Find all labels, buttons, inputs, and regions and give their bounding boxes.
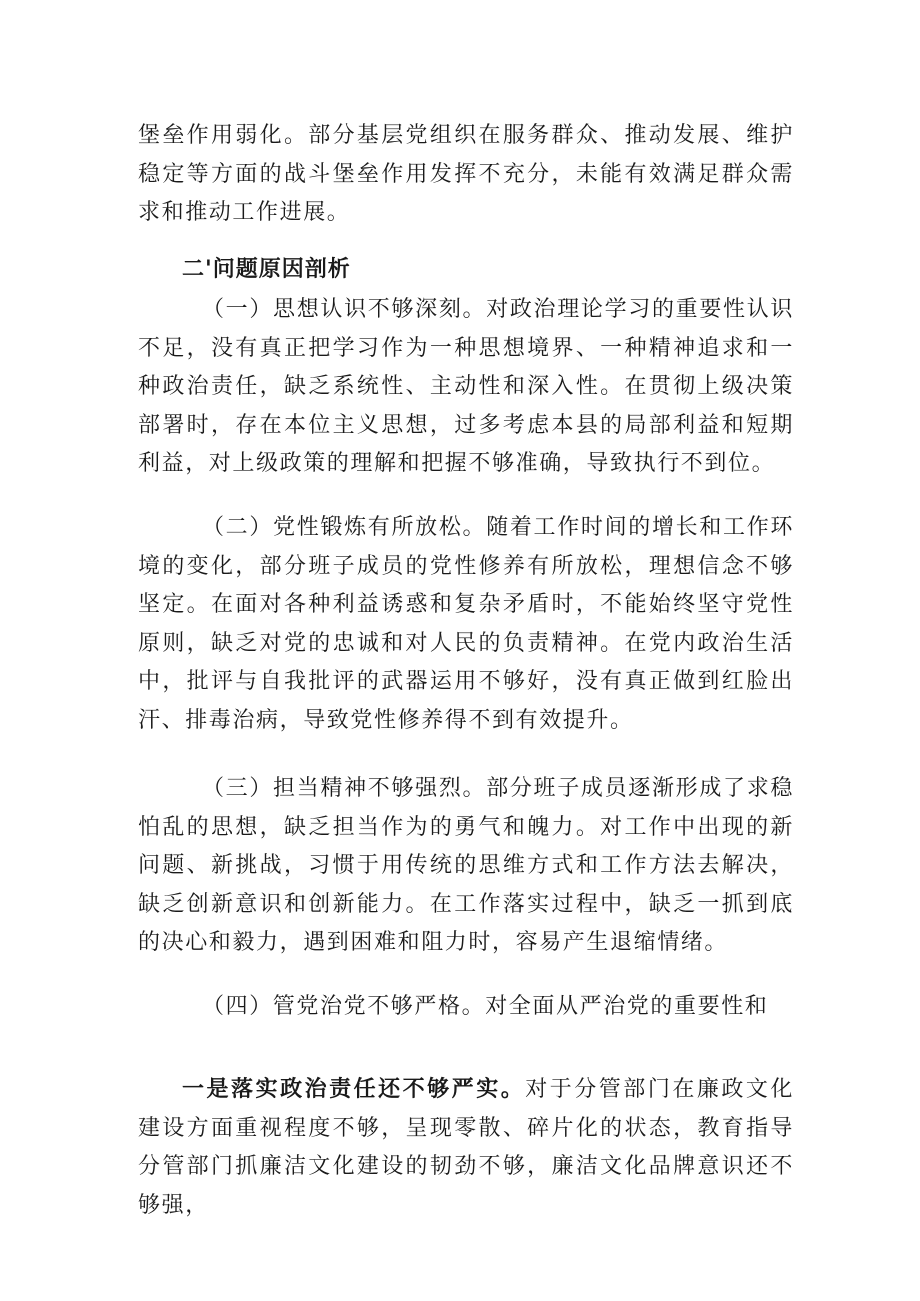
section-heading-cause-analysis: 二'问题原因剖析 [182,257,351,282]
paragraph-body: 对于分管部门在廉政文化建设方面重视程度不够，呈现零散、碎片化的状态，教育指导分管部门抓廉洁文化建设的韧劲不够，廉洁文化品牌意识还不够强， [138,1077,794,1218]
paragraph-party-governance: （四）管党治党不够严格。对全面从严治党的重要性和 [202,994,769,1019]
paragraph-thought-awareness: （一）思想认识不够深刻。对政治理论学习的重要性认识不足，没有真正把学习作为一种思想境界、一种精神追求和一种政治责任，缺乏系统性、主动性和深入性。在贯彻上级决策部署时，存在本位主义思想，过多考虑本县的局部利益和短期利益，对上级政策的理解和把握不够准确，导致执行不到位。 [138,297,794,477]
paragraph-party-spirit: （二）党性锻炼有所放松。随着工作时间的增长和工作环境的变化，部分班子成员的党性修养有所放松，理想信念不够坚定。在面对各种利益诱惑和复杂矛盾时，不能始终坚守党性原则，缺乏对党的忠诚和对人民的负责精神。在党内政治生活中，批评与自我批评的武器运用不够好，没有真正做到红脸出汗、排毒治病，导致党性修养得不到有效提升。 [138,515,794,733]
paragraph-responsibility: （三）担当精神不够强烈。部分班子成员逐渐形成了求稳怕乱的思想，缺乏担当作为的勇气和魄力。对工作中出现的新问题、新挑战，习惯于用传统的思维方式和工作方法去解决，缺乏创新意识和创新能力。在工作落实过程中，缺乏一抓到底的决心和毅力，遇到困难和阻力时，容易产生退缩情绪。 [138,776,794,956]
paragraph-fortress-weakened: 堡垒作用弱化。部分基层党组织在服务群众、推动发展、维护稳定等方面的战斗堡垒作用发挥不充分，未能有效满足群众需求和推动工作进展。 [138,123,794,226]
paragraph-lead-bold: 一是落实政治责任还不够严实。 [182,1077,526,1102]
paragraph-political-responsibility [138,1071,794,1225]
